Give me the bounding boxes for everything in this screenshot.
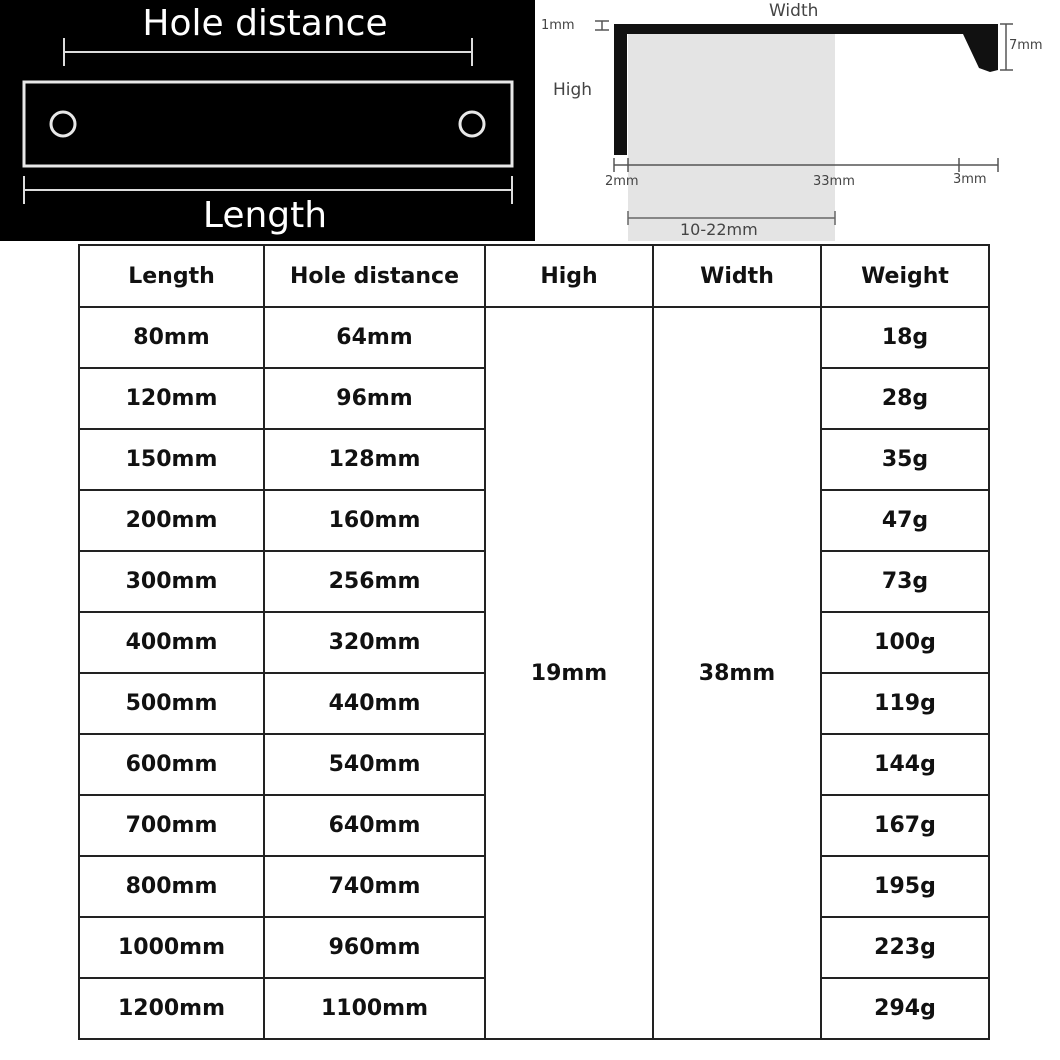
mounting-hole-right (460, 112, 484, 136)
cell-weight: 35g (821, 429, 989, 490)
handle-outline (24, 82, 512, 166)
cell-weight: 47g (821, 490, 989, 551)
size-spec-table (78, 244, 990, 1040)
cell-length: 300mm (79, 551, 264, 612)
cell-length: 500mm (79, 673, 264, 734)
dim-3mm-label: 3mm (953, 172, 987, 187)
cell-weight: 167g (821, 795, 989, 856)
mounting-hole-left (51, 112, 75, 136)
cell-weight: 223g (821, 917, 989, 978)
dim-1mm-marker (595, 21, 609, 30)
dim-7mm-label: 7mm (1009, 38, 1043, 53)
cell-length: 120mm (79, 368, 264, 429)
cell-length: 800mm (79, 856, 264, 917)
cell-hole-distance: 96mm (264, 368, 485, 429)
hole-distance-dimension-line (64, 38, 472, 66)
cell-weight: 73g (821, 551, 989, 612)
cell-length: 1200mm (79, 978, 264, 1039)
profile-width-label: Width (769, 1, 819, 21)
cell-length: 80mm (79, 307, 264, 368)
cell-high-value: 19mm (485, 307, 653, 1039)
length-label: Length (202, 195, 328, 236)
cell-hole-distance: 640mm (264, 795, 485, 856)
cell-hole-distance: 740mm (264, 856, 485, 917)
cell-hole-distance: 256mm (264, 551, 485, 612)
cell-length: 200mm (79, 490, 264, 551)
dim-1mm-label: 1mm (541, 18, 575, 33)
handle-profile-drawing (535, 0, 1060, 241)
cell-length: 600mm (79, 734, 264, 795)
cell-weight: 144g (821, 734, 989, 795)
profile-high-label: High (553, 80, 593, 100)
header-hole-distance: Hole distance (264, 245, 485, 307)
cell-weight: 294g (821, 978, 989, 1039)
cell-weight: 28g (821, 368, 989, 429)
cell-hole-distance: 1100mm (264, 978, 485, 1039)
cell-hole-distance: 440mm (264, 673, 485, 734)
cell-hole-distance: 540mm (264, 734, 485, 795)
cell-weight: 18g (821, 307, 989, 368)
cell-hole-distance: 160mm (264, 490, 485, 551)
hole-distance-label: Hole distance (142, 3, 388, 44)
table-row (79, 307, 989, 368)
cell-length: 400mm (79, 612, 264, 673)
door-panel-shading (628, 30, 835, 241)
dim-10-22mm-label: 10-22mm (680, 220, 758, 239)
cell-hole-distance: 64mm (264, 307, 485, 368)
header-length: Length (79, 245, 264, 307)
cell-length: 1000mm (79, 917, 264, 978)
cell-length: 700mm (79, 795, 264, 856)
cell-hole-distance: 960mm (264, 917, 485, 978)
cell-hole-distance: 128mm (264, 429, 485, 490)
cell-weight: 100g (821, 612, 989, 673)
handle-top-view-diagram (0, 0, 535, 241)
dim-2mm-label: 2mm (605, 174, 639, 189)
table-header-row (79, 245, 989, 307)
handle-profile-diagram (535, 0, 1060, 241)
cell-hole-distance: 320mm (264, 612, 485, 673)
cell-width-value: 38mm (653, 307, 821, 1039)
cell-weight: 119g (821, 673, 989, 734)
header-width: Width (653, 245, 821, 307)
header-weight: Weight (821, 245, 989, 307)
dim-33mm-label: 33mm (813, 174, 855, 189)
header-high: High (485, 245, 653, 307)
cell-weight: 195g (821, 856, 989, 917)
cell-length: 150mm (79, 429, 264, 490)
